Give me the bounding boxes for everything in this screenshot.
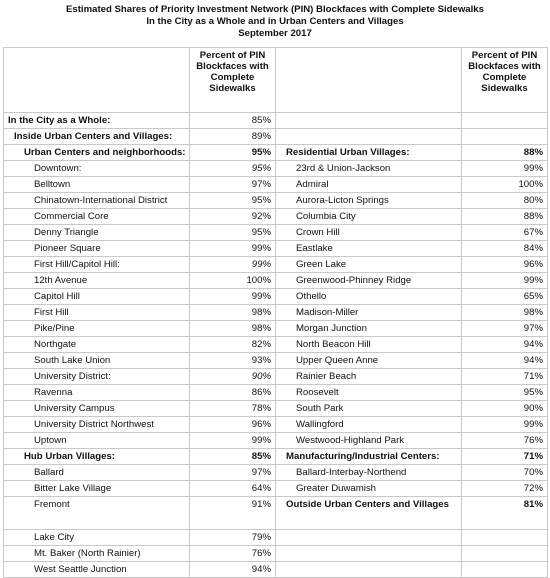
table-row bbox=[4, 273, 548, 289]
header-right-percent: Percent of PIN Blockfaces with Complete Sidewalks bbox=[462, 48, 548, 113]
row-value: 96% bbox=[190, 417, 276, 433]
row-value: 100% bbox=[462, 177, 548, 193]
table-row bbox=[4, 562, 548, 578]
table-row bbox=[4, 481, 548, 497]
row-label: Othello bbox=[276, 289, 462, 305]
row-value: 85% bbox=[190, 449, 276, 465]
row-label: In the City as a Whole: bbox=[4, 113, 190, 129]
row-label: Pioneer Square bbox=[4, 241, 190, 257]
row-label: Westwood-Highland Park bbox=[276, 433, 462, 449]
row-value: 79% bbox=[190, 530, 276, 546]
table-row bbox=[4, 449, 548, 465]
row-value: 81% bbox=[462, 497, 548, 530]
row-label bbox=[276, 129, 462, 145]
row-label: Madison-Miller bbox=[276, 305, 462, 321]
table-row bbox=[4, 337, 548, 353]
row-label: Uptown bbox=[4, 433, 190, 449]
row-value: 88% bbox=[462, 145, 548, 161]
table-row bbox=[4, 145, 548, 161]
row-label: Residential Urban Villages: bbox=[276, 145, 462, 161]
table-row bbox=[4, 417, 548, 433]
row-value: 88% bbox=[462, 209, 548, 225]
row-label: Mt. Baker (North Rainier) bbox=[4, 546, 190, 562]
row-label: Crown Hill bbox=[276, 225, 462, 241]
row-label: Ballard bbox=[4, 465, 190, 481]
row-value: 94% bbox=[190, 562, 276, 578]
row-label: Pike/Pine bbox=[4, 321, 190, 337]
header-blank-right bbox=[276, 48, 462, 113]
table-row bbox=[4, 193, 548, 209]
row-label: South Lake Union bbox=[4, 353, 190, 369]
title-line-3: September 2017 bbox=[238, 28, 312, 39]
table-row bbox=[4, 353, 548, 369]
table-row bbox=[4, 241, 548, 257]
table-row bbox=[4, 385, 548, 401]
table-row bbox=[4, 546, 548, 562]
row-value: 98% bbox=[190, 321, 276, 337]
row-label: First Hill bbox=[4, 305, 190, 321]
row-label: Ravenna bbox=[4, 385, 190, 401]
row-value: 96% bbox=[462, 257, 548, 273]
table-row bbox=[4, 305, 548, 321]
row-label bbox=[276, 530, 462, 546]
row-value: 78% bbox=[190, 401, 276, 417]
table-row bbox=[4, 465, 548, 481]
row-value: 99% bbox=[462, 161, 548, 177]
row-label: 23rd & Union-Jackson bbox=[276, 161, 462, 177]
row-label: Upper Queen Anne bbox=[276, 353, 462, 369]
row-label bbox=[276, 113, 462, 129]
row-value: 67% bbox=[462, 225, 548, 241]
table-row bbox=[4, 321, 548, 337]
row-label: Greenwood-Phinney Ridge bbox=[276, 273, 462, 289]
row-value: 99% bbox=[462, 273, 548, 289]
row-label: Manufacturing/Industrial Centers: bbox=[276, 449, 462, 465]
row-value: 95% bbox=[462, 385, 548, 401]
row-label: North Beacon Hill bbox=[276, 337, 462, 353]
table-row bbox=[4, 225, 548, 241]
row-value: 90% bbox=[462, 401, 548, 417]
row-value: 92% bbox=[190, 209, 276, 225]
table-row bbox=[4, 209, 548, 225]
row-value: 86% bbox=[190, 385, 276, 401]
row-label: Columbia City bbox=[276, 209, 462, 225]
row-label: Chinatown-International District bbox=[4, 193, 190, 209]
row-value bbox=[462, 546, 548, 562]
row-value: 99% bbox=[462, 417, 548, 433]
row-label: West Seattle Junction bbox=[4, 562, 190, 578]
row-label: Capitol Hill bbox=[4, 289, 190, 305]
table-row bbox=[4, 369, 548, 385]
row-value: 97% bbox=[190, 465, 276, 481]
table-row bbox=[4, 401, 548, 417]
table-row bbox=[4, 433, 548, 449]
row-label: 12th Avenue bbox=[4, 273, 190, 289]
row-value: 94% bbox=[462, 337, 548, 353]
row-value: 98% bbox=[190, 305, 276, 321]
row-value: 99% bbox=[190, 257, 276, 273]
row-label: Urban Centers and neighborhoods: bbox=[4, 145, 190, 161]
row-label: Lake City bbox=[4, 530, 190, 546]
row-value: 98% bbox=[462, 305, 548, 321]
table-row bbox=[4, 530, 548, 546]
row-label: Morgan Junction bbox=[276, 321, 462, 337]
row-value: 91% bbox=[190, 497, 276, 530]
row-value: 80% bbox=[462, 193, 548, 209]
row-value: 97% bbox=[190, 177, 276, 193]
row-label: Belltown bbox=[4, 177, 190, 193]
row-label: Fremont bbox=[4, 497, 190, 530]
table-row bbox=[4, 257, 548, 273]
row-value: 76% bbox=[190, 546, 276, 562]
row-label: Inside Urban Centers and Villages: bbox=[4, 129, 190, 145]
row-value bbox=[462, 113, 548, 129]
row-value: 99% bbox=[190, 289, 276, 305]
row-label: Aurora-Licton Springs bbox=[276, 193, 462, 209]
row-label: South Park bbox=[276, 401, 462, 417]
table-row bbox=[4, 177, 548, 193]
row-value: 90% bbox=[190, 369, 276, 385]
row-label: Eastlake bbox=[276, 241, 462, 257]
row-value: 97% bbox=[462, 321, 548, 337]
row-label: Hub Urban Villages: bbox=[4, 449, 190, 465]
table-row bbox=[4, 113, 548, 129]
row-value: 64% bbox=[190, 481, 276, 497]
row-label: Admiral bbox=[276, 177, 462, 193]
title-line-1: Estimated Shares of Priority Investment Network (PIN) Blockfaces with Complete Sidewalks bbox=[66, 4, 484, 15]
row-label: University Campus bbox=[4, 401, 190, 417]
row-value: 93% bbox=[190, 353, 276, 369]
table-row bbox=[4, 497, 548, 530]
table-header-row bbox=[4, 48, 548, 113]
row-value: 84% bbox=[462, 241, 548, 257]
row-label: Denny Triangle bbox=[4, 225, 190, 241]
row-label: Northgate bbox=[4, 337, 190, 353]
row-label: Bitter Lake Village bbox=[4, 481, 190, 497]
row-label: University District: bbox=[4, 369, 190, 385]
row-label bbox=[276, 562, 462, 578]
title-line-2: In the City as a Whole and in Urban Centers and Villages bbox=[146, 16, 404, 27]
table-row bbox=[4, 129, 548, 145]
row-label: Ballard-Interbay-Northend bbox=[276, 465, 462, 481]
table-row bbox=[4, 289, 548, 305]
row-value: 99% bbox=[190, 241, 276, 257]
row-label: Wallingford bbox=[276, 417, 462, 433]
row-value: 95% bbox=[190, 161, 276, 177]
table-row bbox=[4, 161, 548, 177]
header-blank-left bbox=[4, 48, 190, 113]
row-label: First Hill/Capitol Hill: bbox=[4, 257, 190, 273]
row-label bbox=[276, 546, 462, 562]
row-value: 76% bbox=[462, 433, 548, 449]
row-label: Downtown: bbox=[4, 161, 190, 177]
row-value bbox=[462, 530, 548, 546]
row-label: Commercial Core bbox=[4, 209, 190, 225]
row-value bbox=[462, 129, 548, 145]
row-value: 71% bbox=[462, 449, 548, 465]
row-label: Roosevelt bbox=[276, 385, 462, 401]
row-value bbox=[462, 562, 548, 578]
row-value: 82% bbox=[190, 337, 276, 353]
row-value: 72% bbox=[462, 481, 548, 497]
row-value: 85% bbox=[190, 113, 276, 129]
row-value: 100% bbox=[190, 273, 276, 289]
row-value: 99% bbox=[190, 433, 276, 449]
document-title bbox=[0, 4, 550, 40]
row-value: 95% bbox=[190, 145, 276, 161]
sidewalk-table bbox=[3, 47, 548, 578]
row-value: 65% bbox=[462, 289, 548, 305]
row-label: Rainier Beach bbox=[276, 369, 462, 385]
row-label: University District Northwest bbox=[4, 417, 190, 433]
row-label: Greater Duwamish bbox=[276, 481, 462, 497]
header-left-percent: Percent of PIN Blockfaces with Complete Sidewalks bbox=[190, 48, 276, 113]
row-value: 71% bbox=[462, 369, 548, 385]
row-value: 95% bbox=[190, 193, 276, 209]
row-value: 89% bbox=[190, 129, 276, 145]
row-value: 94% bbox=[462, 353, 548, 369]
row-label: Green Lake bbox=[276, 257, 462, 273]
row-value: 70% bbox=[462, 465, 548, 481]
row-label: Outside Urban Centers and Villages bbox=[276, 497, 462, 530]
row-value: 95% bbox=[190, 225, 276, 241]
